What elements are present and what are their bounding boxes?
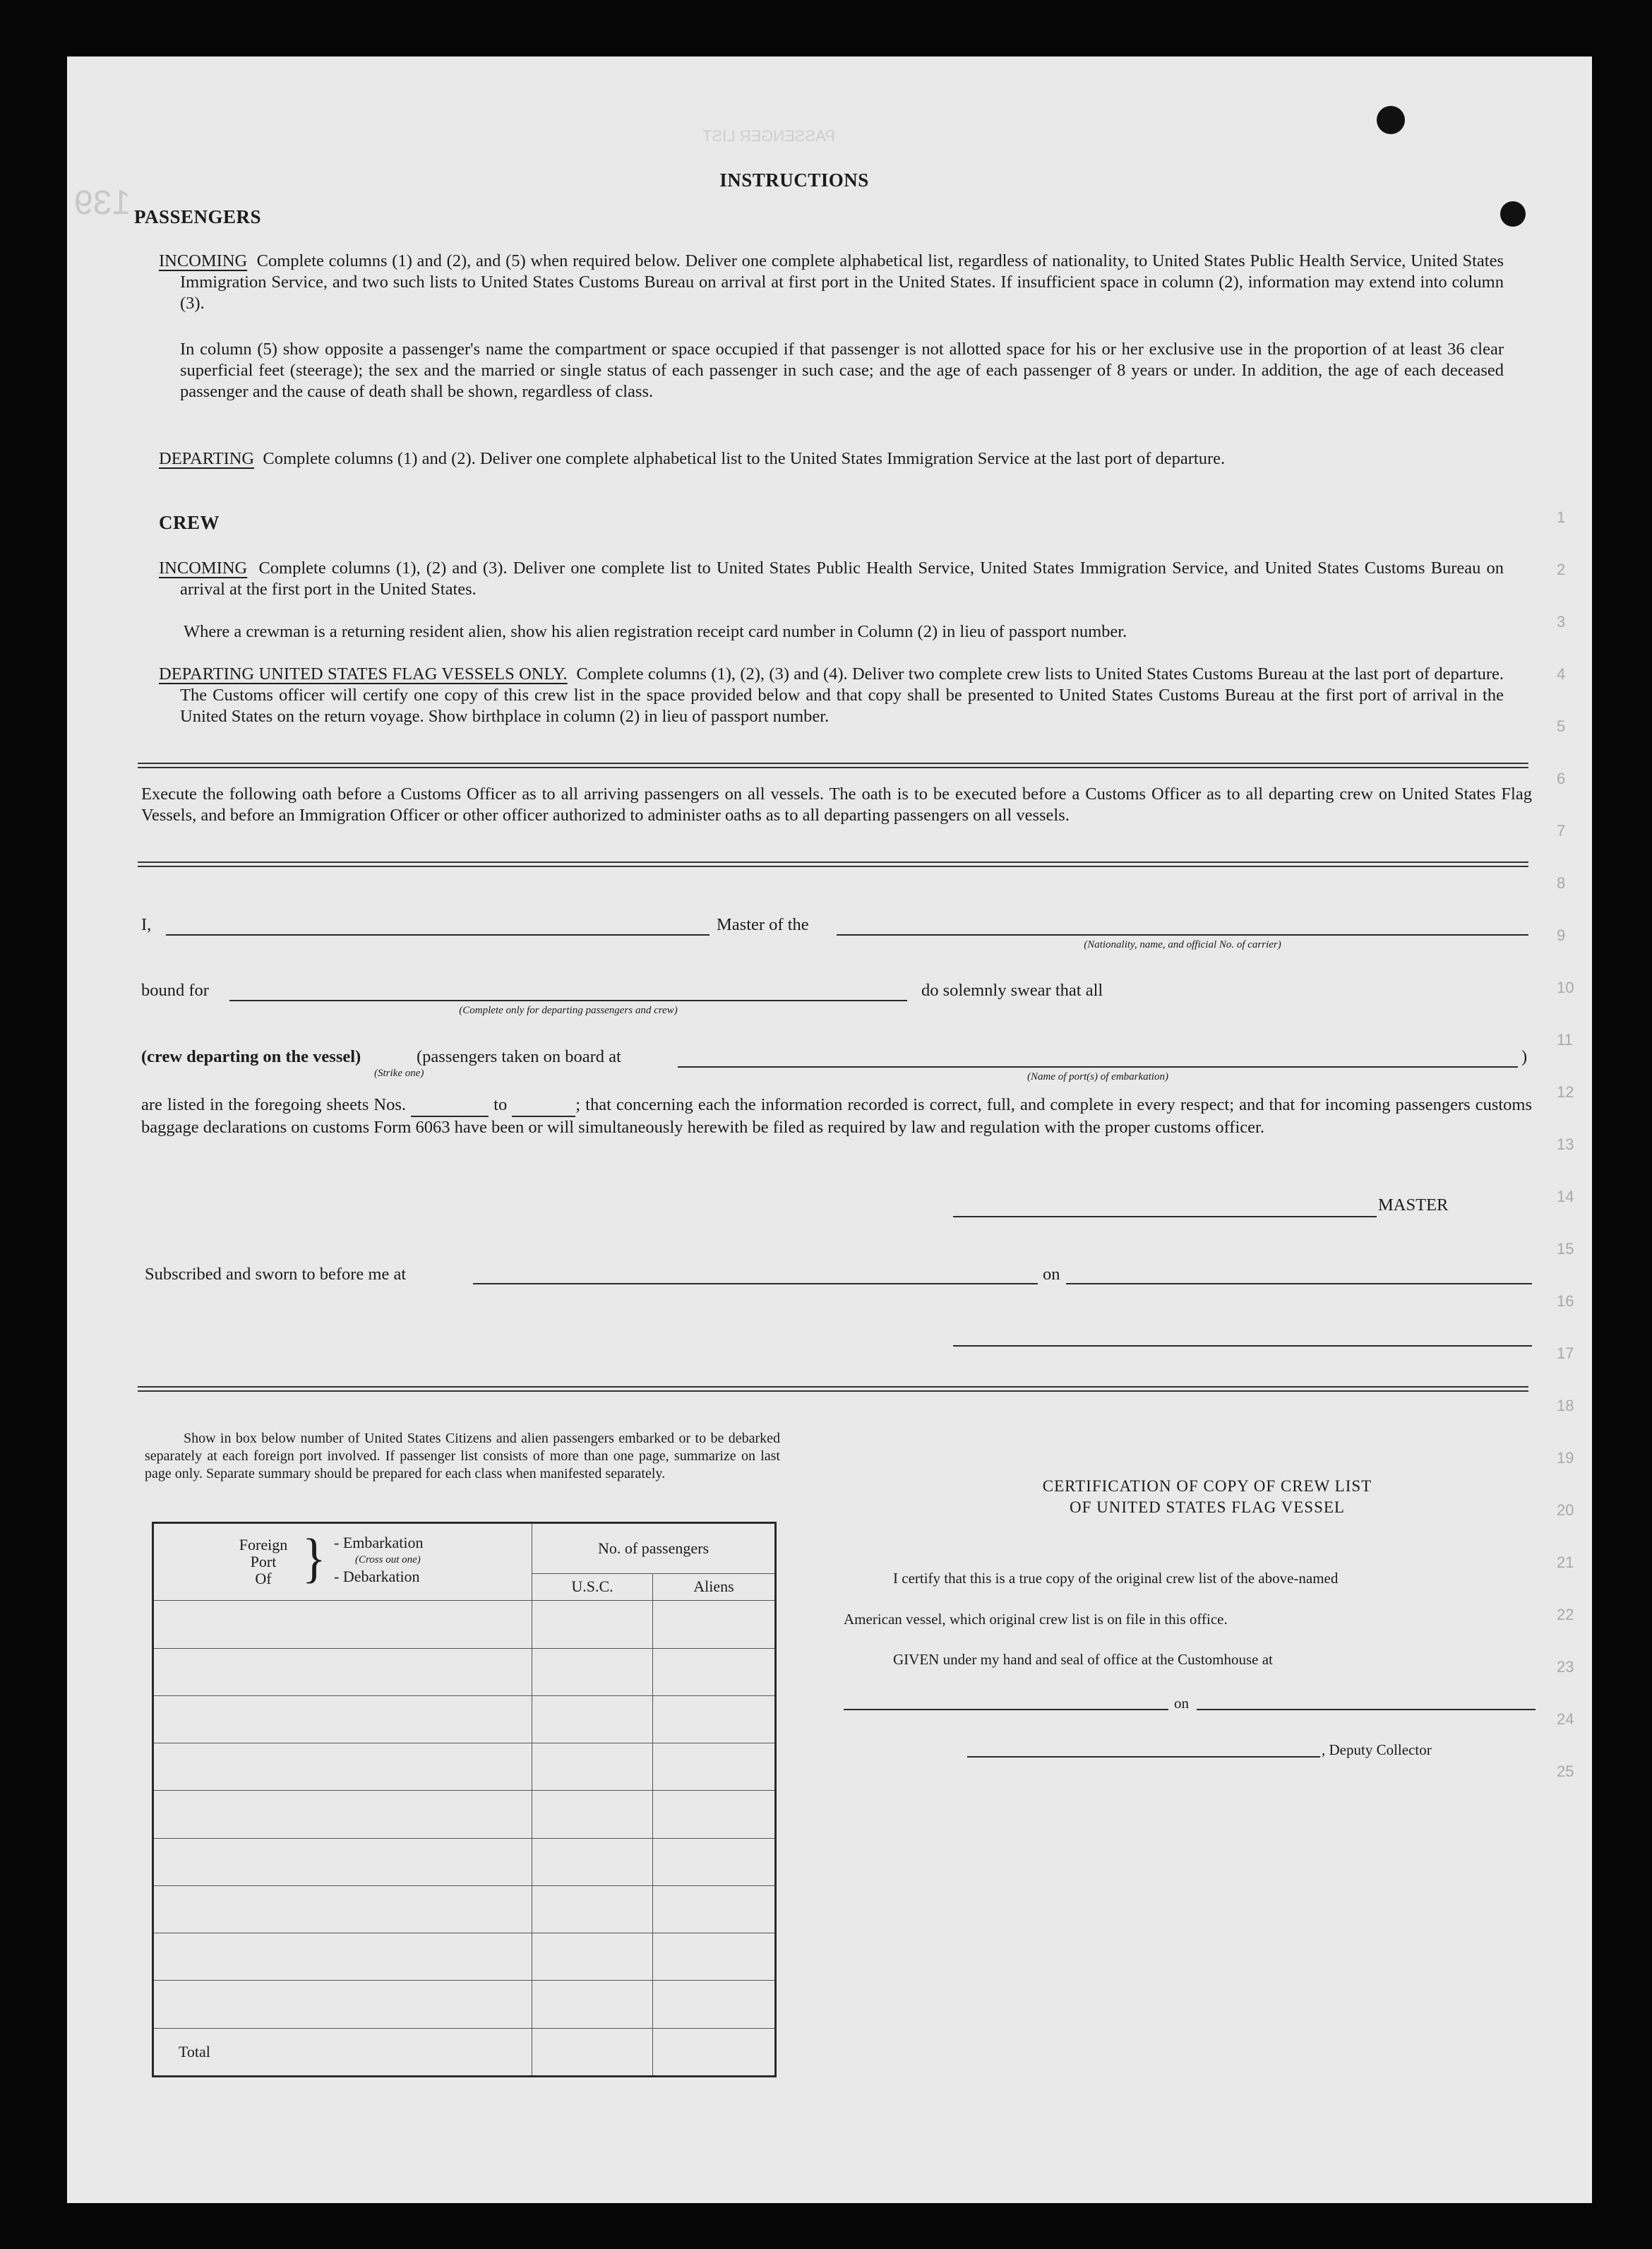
oath-listed-paragraph (141, 1094, 1532, 1138)
certification-certify-a: I certify that this is a true copy of the original crew list of the above-named (893, 1570, 1339, 1587)
summary-port-cell[interactable] (153, 1885, 532, 1933)
oath-sheet-from-blank[interactable] (411, 1094, 489, 1117)
margin-number: 21 (1557, 1553, 1574, 1571)
table-row (153, 1743, 776, 1791)
oath-listed-a: are listed in the foregoing sheets Nos. (141, 1095, 407, 1114)
passenger-summary-table (152, 1522, 777, 2077)
summary-total-label: Total (153, 2028, 532, 2077)
divider-double (138, 861, 1528, 867)
certification-deputy: , Deputy Collector (1322, 1741, 1432, 1758)
summary-aliens-cell[interactable] (653, 1981, 776, 2028)
margin-number: 3 (1557, 613, 1566, 631)
table-row (153, 1648, 776, 1695)
oath-bound-note: (Complete only for departing passengers and crew) (459, 1005, 678, 1016)
summary-of: Of (255, 1570, 272, 1587)
certification-title-line1: CERTIFICATION OF COPY OF CREW LIST (1042, 1477, 1372, 1495)
oath-bound-for-line[interactable] (229, 1000, 907, 1001)
oath-master-of-the: Master of the (717, 915, 809, 934)
crew-departing-label: DEPARTING UNITED STATES FLAG VESSELS ONLY. (159, 664, 568, 684)
crew-heading: CREW (159, 512, 220, 533)
crew-incoming-paragraph (159, 558, 1504, 600)
certification-given: GIVEN under my hand and seal of office at the Customhouse at (893, 1651, 1273, 1668)
subscribed-on: on (1043, 1265, 1060, 1284)
bleed-through-number: 139 (74, 184, 131, 222)
summary-foreign: Foreign (239, 1536, 288, 1553)
divider-double (138, 1386, 1528, 1392)
summary-port-cell[interactable] (153, 1981, 532, 2028)
divider-double (138, 763, 1528, 768)
summary-total-aliens-cell[interactable] (653, 2028, 776, 2077)
deputy-signature-line[interactable] (967, 1756, 1320, 1758)
oath-crew-departing-text: (crew departing on the vessel) (141, 1047, 361, 1066)
summary-aliens-cell[interactable] (653, 1743, 776, 1791)
summary-cross-out: (Cross out one) (355, 1554, 421, 1565)
summary-total-row (153, 2028, 776, 2077)
summary-usc-header: U.S.C. (532, 1573, 653, 1601)
crew-departing-text: Complete columns (1), (2), (3) and (4). Deliver two complete crew lists to United States Customs Bureau at the last port of departure. The Customs officer will certify one copy of this crew list in the space provided below and that copy shall be presented to United States Customs Bureau at the first port of arrival in the United States on the return voyage. Show birthplace in column (2) in lieu of passport number. (180, 664, 1504, 726)
margin-number: 24 (1557, 1710, 1574, 1728)
summary-port-cell[interactable] (153, 1791, 532, 1838)
summary-port-cell[interactable] (153, 1601, 532, 1648)
margin-number: 15 (1557, 1240, 1574, 1258)
certification-date-line[interactable] (1197, 1709, 1536, 1710)
margin-number: 7 (1557, 822, 1566, 840)
crew-resident-paragraph: Where a crewman is a returning resident alien, show his alien registration receipt card number in Column (2) in lieu of passport number. (184, 622, 1127, 641)
crew-incoming-label: INCOMING (159, 559, 248, 578)
summary-aliens-cell[interactable] (653, 1695, 776, 1743)
oath-listed-to: to (493, 1095, 508, 1114)
summary-aliens-cell[interactable] (653, 1648, 776, 1695)
summary-port-cell[interactable] (153, 1838, 532, 1885)
oath-swear: do solemnly swear that all (921, 981, 1103, 1000)
oath-bound-for: bound for (141, 981, 209, 1000)
margin-number: 10 (1557, 979, 1574, 996)
margin-number: 22 (1557, 1606, 1574, 1623)
summary-no-of-passengers: No. of passengers (532, 1523, 776, 1574)
oath-port-note: (Name of port(s) of embarkation) (1027, 1071, 1168, 1082)
summary-debarkation: - Debarkation (334, 1568, 420, 1585)
summary-instructions: Show in box below number of United States Citizens and alien passengers embarked or to be debarked separately at each foreign port involved. If passenger list consists of more than one page, summarize on last page only. Separate summary should be prepared for each class when manifested separately. (145, 1431, 780, 1481)
margin-number: 2 (1557, 561, 1566, 578)
passengers-departing-paragraph (159, 448, 1504, 470)
summary-brace: } (302, 1529, 326, 1589)
margin-number: 12 (1557, 1083, 1574, 1101)
subscribed-date-line[interactable] (1066, 1283, 1532, 1284)
margin-number: 19 (1557, 1449, 1574, 1467)
oath-strike-note: (Strike one) (374, 1068, 424, 1079)
margin-number: 23 (1557, 1658, 1574, 1676)
summary-usc-cell[interactable] (532, 1695, 653, 1743)
oath-listed-b: ; that concerning each the information recorded is correct, full, and complete in every respect; and that for incoming passengers customs baggage declarations on customs Form 6063 have been or will simultaneously herewith be filed as required by law and regulation with the proper customs officer. (141, 1095, 1533, 1137)
margin-number: 18 (1557, 1397, 1574, 1414)
table-row (153, 1838, 776, 1885)
official-signature-line[interactable] (953, 1345, 1532, 1347)
summary-embark-options (334, 1534, 423, 1585)
summary-usc-cell[interactable] (532, 1743, 653, 1791)
margin-number: 13 (1557, 1135, 1574, 1153)
margin-number: 11 (1557, 1031, 1573, 1049)
oath-passengers-taken: (passengers taken on board at (417, 1047, 621, 1066)
summary-usc-cell[interactable] (532, 1601, 653, 1648)
subscribed-place-line[interactable] (473, 1283, 1038, 1284)
summary-aliens-cell[interactable] (653, 1791, 776, 1838)
passengers-incoming-label: INCOMING (159, 251, 248, 270)
punch-hole-mark (1500, 201, 1526, 227)
table-row (153, 1695, 776, 1743)
table-row (153, 1981, 776, 2028)
master-label: MASTER (1378, 1195, 1449, 1215)
form-sheet (67, 56, 1592, 2203)
summary-port-cell[interactable] (153, 1695, 532, 1743)
page-title: INSTRUCTIONS (719, 169, 869, 191)
summary-total-usc-cell[interactable] (532, 2028, 653, 2077)
margin-number: 25 (1557, 1762, 1574, 1780)
certification-title (882, 1476, 1532, 1518)
certification-on: on (1174, 1695, 1189, 1712)
summary-usc-cell[interactable] (532, 1838, 653, 1885)
summary-usc-cell[interactable] (532, 1648, 653, 1695)
subscribed-label: Subscribed and sworn to before me at (145, 1265, 407, 1284)
passengers-heading: PASSENGERS (134, 206, 262, 227)
table-row (153, 1601, 776, 1648)
margin-number: 16 (1557, 1292, 1574, 1310)
margin-number: 17 (1557, 1344, 1574, 1362)
summary-port-cell[interactable] (153, 1933, 532, 1981)
passengers-column5-paragraph: In column (5) show opposite a passenger's name the compartment or space occupied if that passenger is not allotted space for his or her exclusive use in the proportion of at least 36 clear superficial feet (steerage); the sex and the married or single status of each passenger in such case; and the age of each passenger of 8 years or under. In addition, the age of each deceased passenger and the cause of death shall be shown, regardless of class. (180, 340, 1504, 401)
margin-number: 1 (1557, 508, 1566, 526)
summary-foreign-port-of (228, 1537, 299, 1587)
oath-close-paren: ) (1521, 1047, 1528, 1066)
oath-intro-paragraph: Execute the following oath before a Customs Officer as to all arriving passengers on all vessels. The oath is to be executed before a Customs Officer as to all departing crew on United States Flag Vessels, and before an Immigration Officer or other officer authorized to administer oaths as to all departing passengers on all vessels. (141, 785, 1532, 825)
passengers-departing-text: Complete columns (1) and (2). Deliver one complete alphabetical list to the United States Immigration Service at the last port of departure. (263, 449, 1226, 468)
margin-number: 20 (1557, 1501, 1574, 1519)
passengers-incoming-paragraph (159, 251, 1504, 314)
summary-usc-cell[interactable] (532, 1885, 653, 1933)
summary-usc-cell[interactable] (532, 1933, 653, 1981)
oath-sheet-to-blank[interactable] (512, 1094, 575, 1117)
summary-aliens-cell[interactable] (653, 1885, 776, 1933)
table-row (153, 1885, 776, 1933)
summary-usc-cell[interactable] (532, 1791, 653, 1838)
margin-number: 6 (1557, 770, 1566, 787)
oath-carrier-note: (Nationality, name, and official No. of carrier) (1084, 939, 1281, 950)
table-row (153, 1791, 776, 1838)
crew-incoming-text: Complete columns (1), (2) and (3). Deliver one complete list to United States Public Health Service, United States Immigration Service, and United States Customs Bureau on arrival at the first port in the United States. (180, 559, 1504, 599)
summary-aliens-cell[interactable] (653, 1601, 776, 1648)
summary-embarkation: - Embarkation (334, 1534, 424, 1551)
passengers-departing-label: DEPARTING (159, 449, 255, 468)
margin-number: 14 (1557, 1188, 1574, 1205)
certification-title-line2: OF UNITED STATES FLAG VESSEL (1070, 1498, 1345, 1516)
summary-aliens-cell[interactable] (653, 1838, 776, 1885)
table-row (153, 1933, 776, 1981)
punch-hole-mark (1377, 106, 1405, 134)
summary-aliens-cell[interactable] (653, 1933, 776, 1981)
margin-number: 8 (1557, 874, 1566, 892)
summary-port-cell[interactable] (153, 1648, 532, 1695)
summary-port: Port (250, 1553, 277, 1570)
summary-usc-cell[interactable] (532, 1981, 653, 2028)
certification-place-line[interactable] (844, 1709, 1168, 1710)
crew-departing-paragraph (159, 664, 1504, 727)
oath-carrier-line[interactable] (837, 934, 1528, 936)
margin-number: 5 (1557, 717, 1566, 735)
margin-number: 9 (1557, 926, 1566, 944)
master-signature-line[interactable] (953, 1216, 1377, 1217)
passengers-incoming-text: Complete columns (1) and (2), and (5) when required below. Deliver one complete alphabetical list, regardless of nationality, to United States Public Health Service, United States Immigration Service, and two such lists to United States Customs Bureau on arrival at first port in the United States. If insufficient space in column (2), information may extend into column (3). (180, 251, 1504, 313)
summary-aliens-header: Aliens (653, 1573, 776, 1601)
certification-certify-b: American vessel, which original crew list is on file in this office. (844, 1611, 1228, 1628)
oath-port-line[interactable] (678, 1066, 1518, 1068)
oath-crew-departing (141, 1046, 361, 1068)
oath-master-name-line[interactable] (166, 934, 710, 936)
bleed-through-text: PASSENGER LIST (702, 127, 835, 145)
summary-port-cell[interactable] (153, 1743, 532, 1791)
margin-number: 4 (1557, 665, 1566, 683)
oath-i-label: I, (141, 915, 152, 934)
